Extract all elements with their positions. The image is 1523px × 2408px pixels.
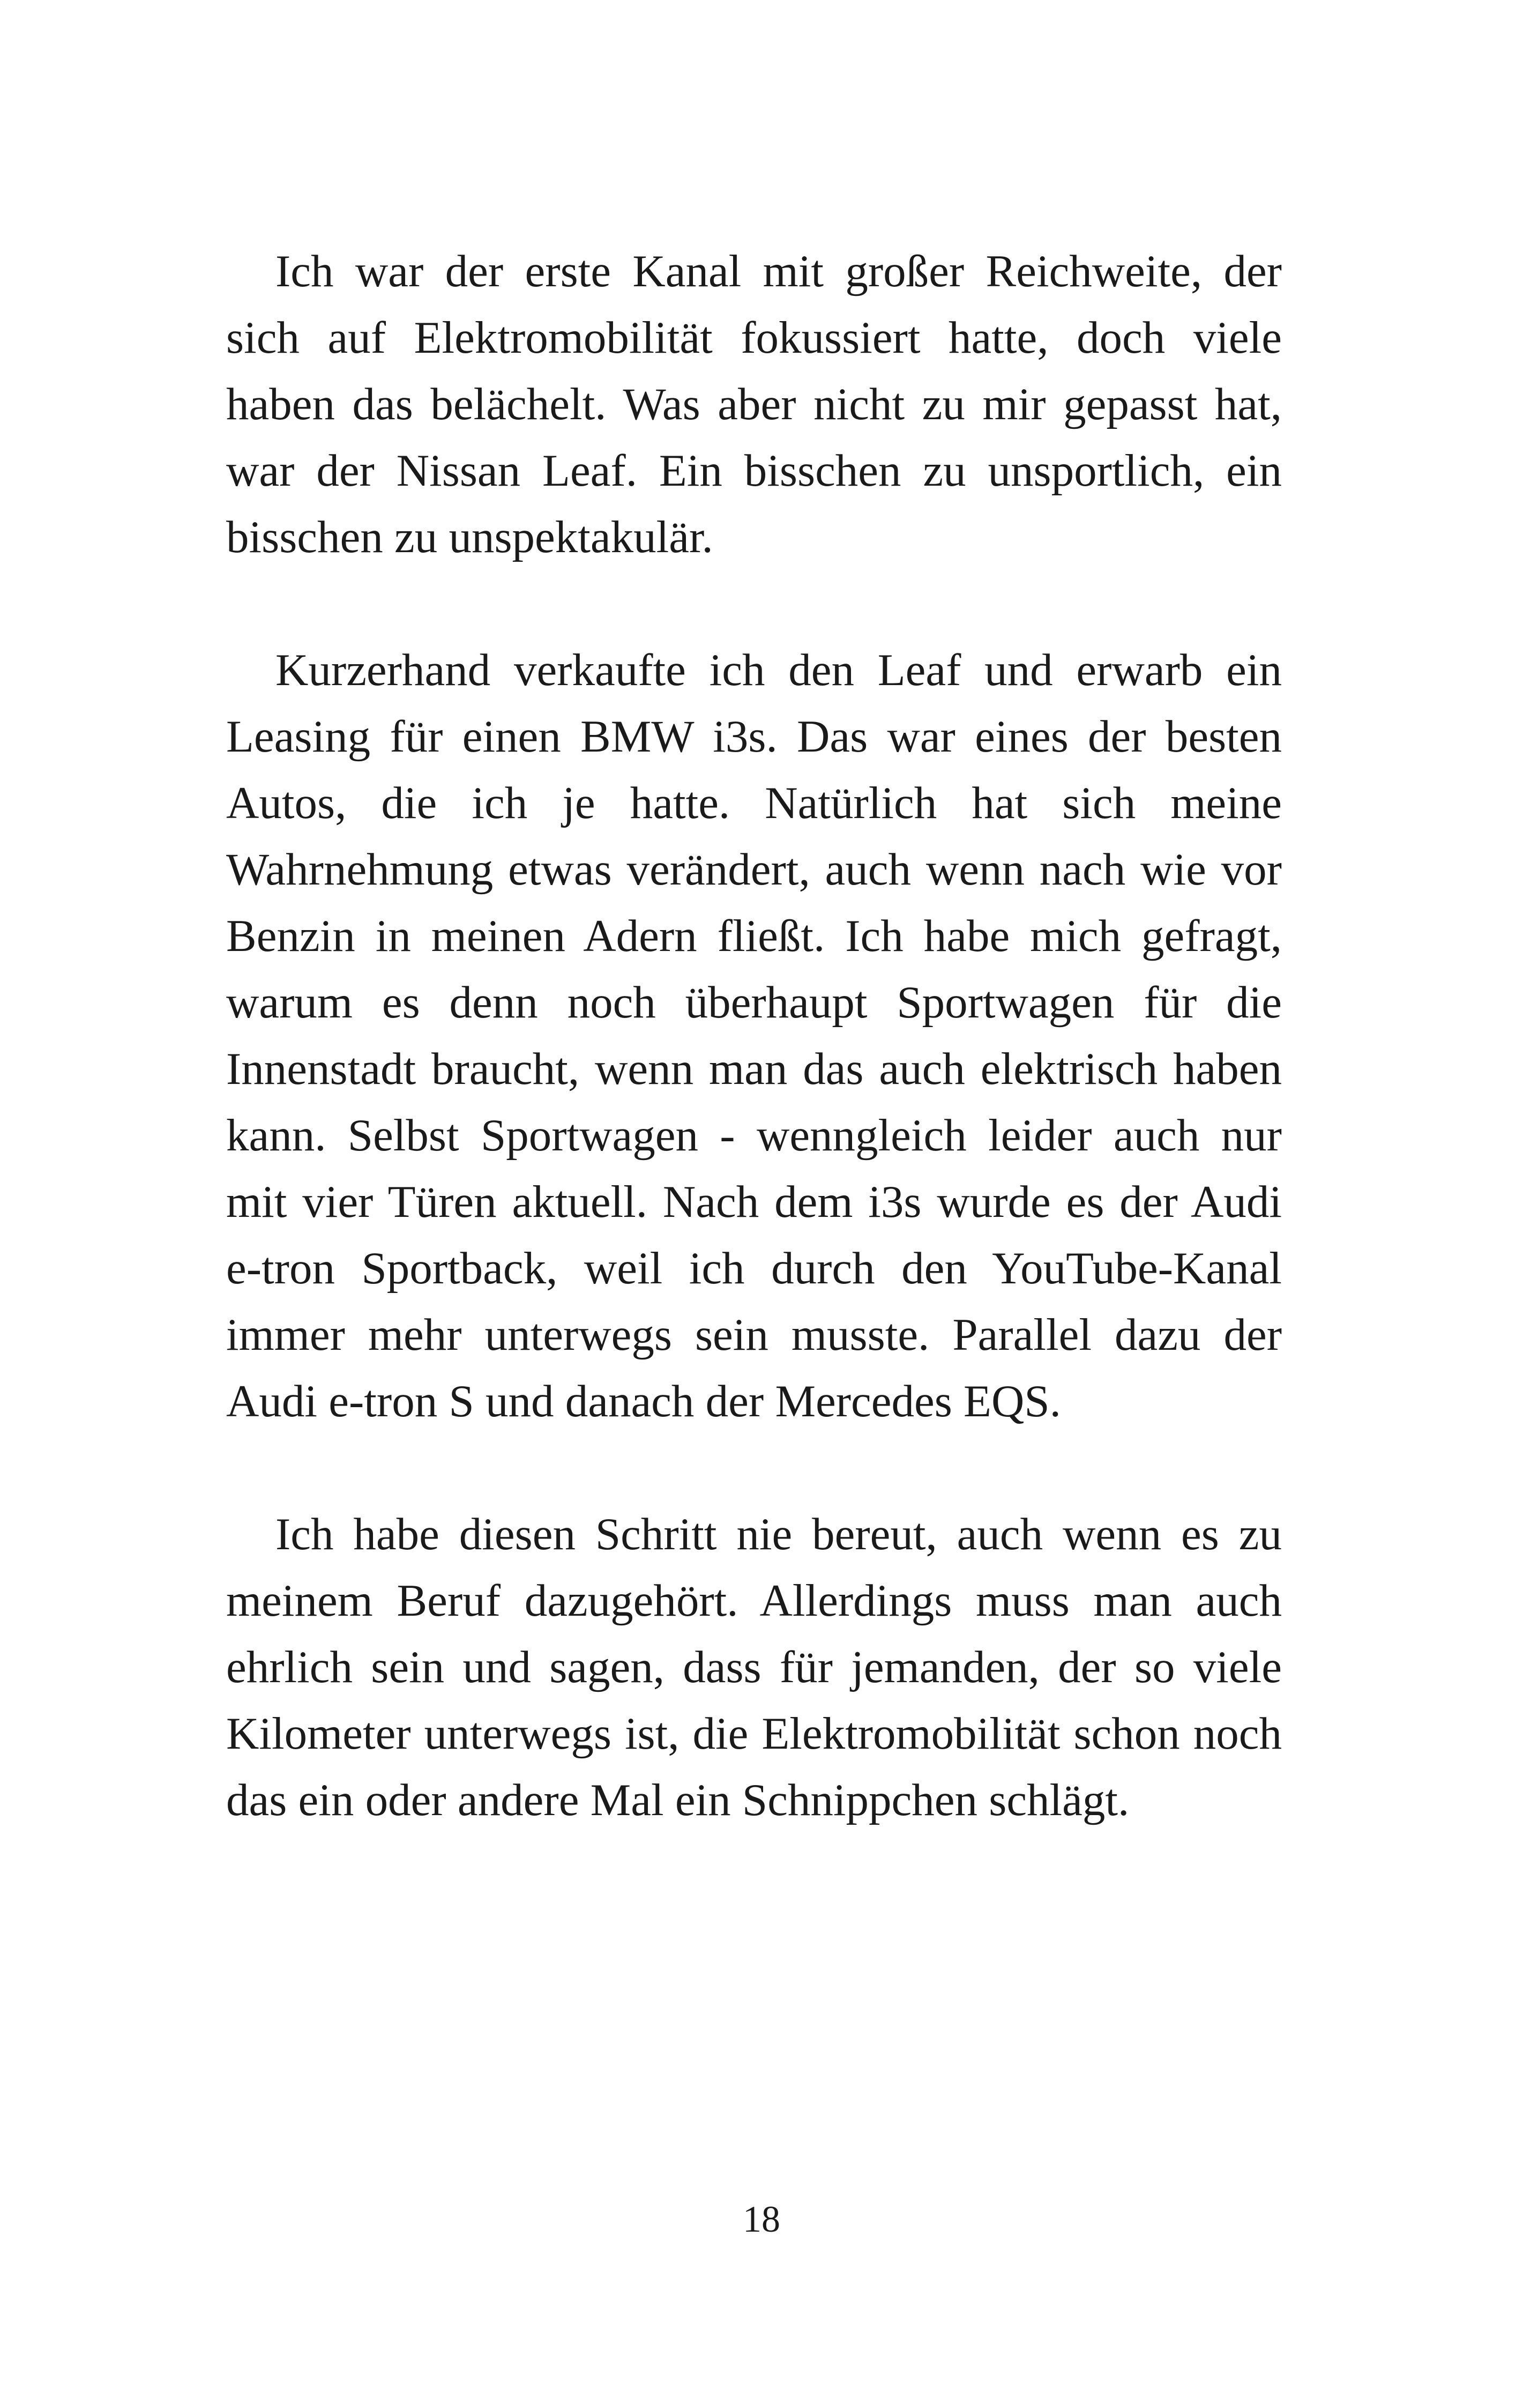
paragraph-2: Kurzerhand verkaufte ich den Leaf und erwarb ein Leasing für einen BMW i3s. Das war eines der besten Autos, die ich je hatte. Natürlich hat sich meine Wahrnehmung etwas verändert, auch wenn nach wie vor Benzin in meinen Adern fließt. Ich habe mich gefragt, warum es denn noch überhaupt Sportwagen für die Innenstadt braucht, wenn man das auch elektrisch haben kann. Selbst Sportwagen - wenngleich leider auch nur mit vier Türen aktuell. Nach dem i3s wurde es der Audi e-tron Sportback, weil ich durch den YouTube-Kanal immer mehr unterwegs sein musste. Parallel dazu der Audi e-tron S und danach der Mercedes EQS. bbox=[226, 645, 1282, 1426]
page-number: 18 bbox=[743, 2199, 780, 2240]
paragraph-3: Ich habe diesen Schritt nie bereut, auch wenn es zu meinem Beruf dazugehört. Allerdings muss man auch ehrlich sein und sagen, dass für jemanden, der so viele Kilometer unterwegs ist, die Elektromobilität schon noch das ein oder andere Mal ein Schnippchen schlägt. bbox=[226, 1509, 1282, 1825]
paragraph-1: Ich war der erste Kanal mit großer Reichweite, der sich auf Elektromobilität fokussiert hatte, doch viele haben das belächelt. Was aber nicht zu mir gepasst hat, war der Nissan Leaf. Ein bisschen zu unsportlich, ein bisschen zu unspektakulär. bbox=[226, 246, 1282, 562]
body-text bbox=[226, 238, 1282, 1833]
